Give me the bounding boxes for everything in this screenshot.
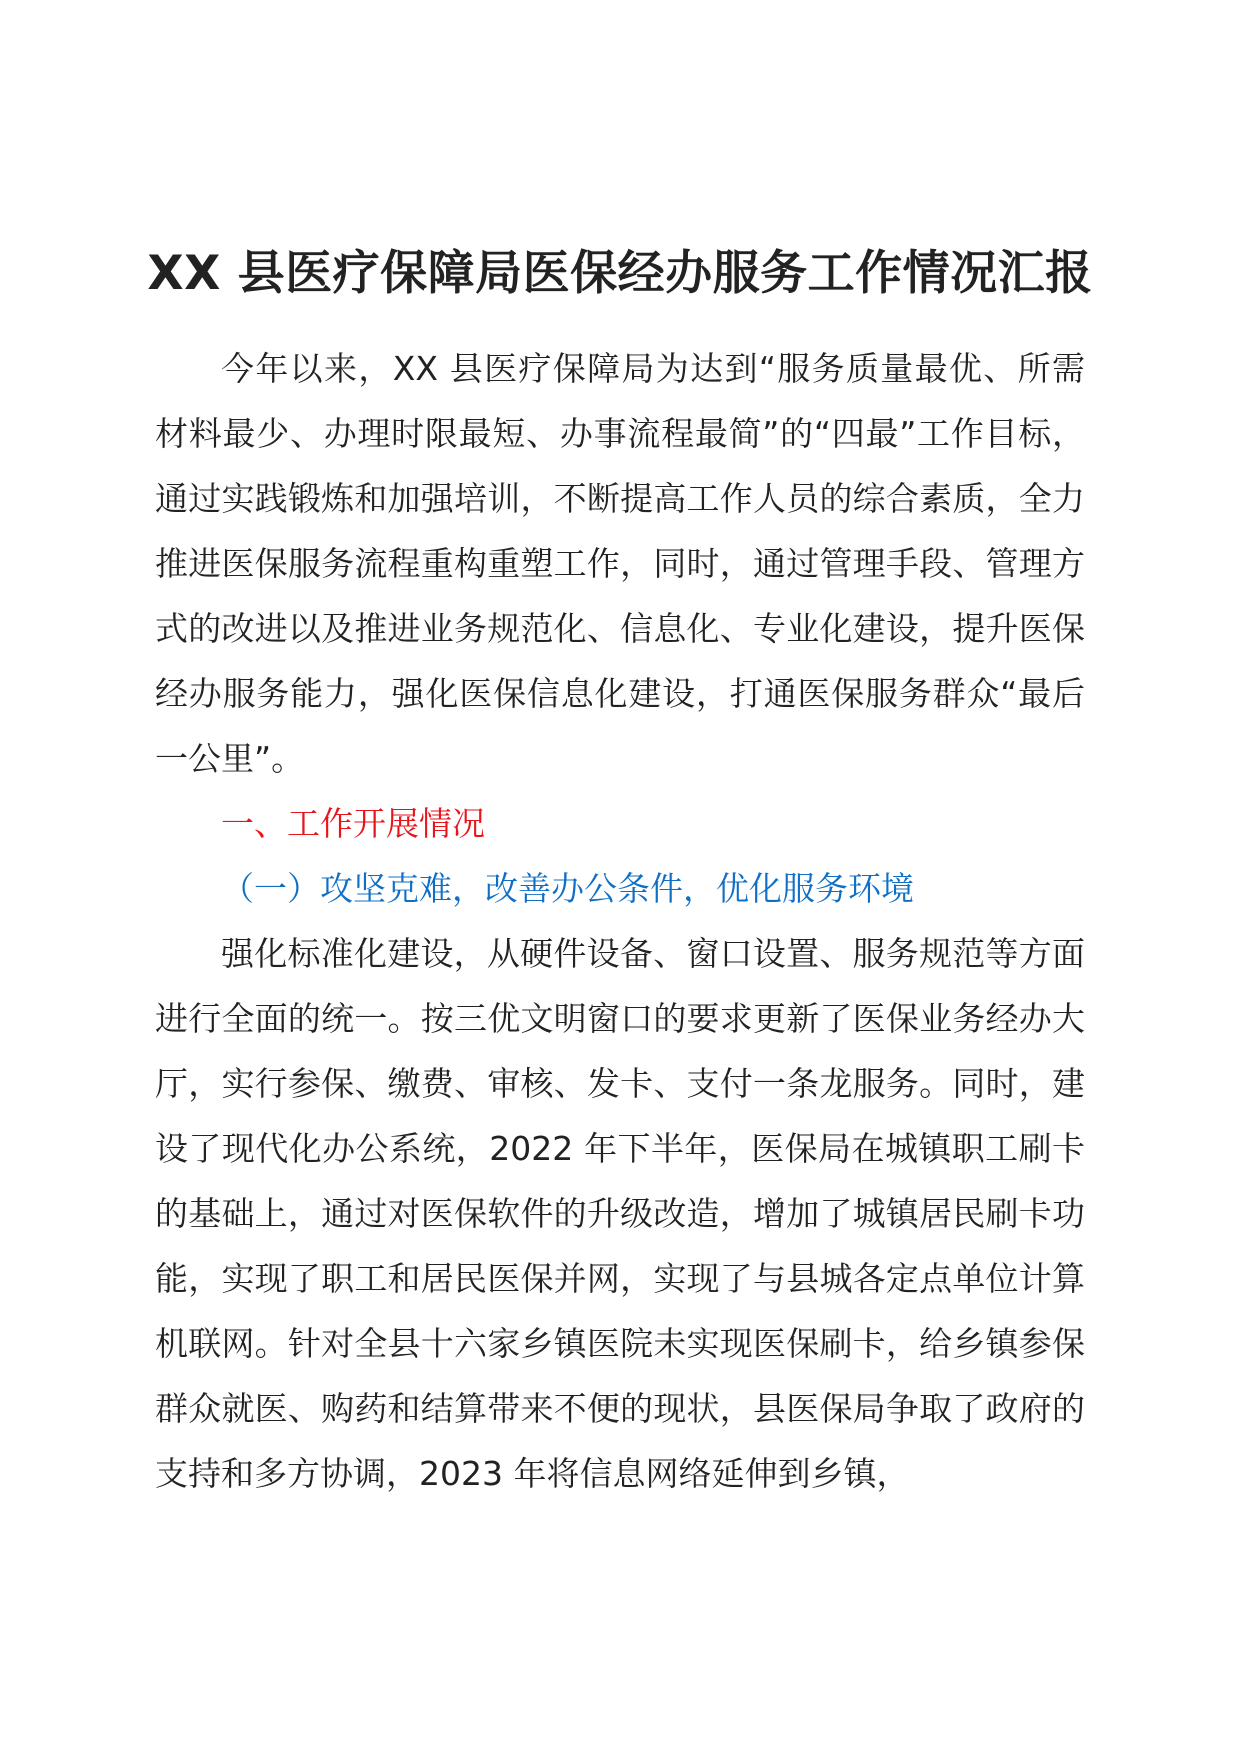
subsection-heading: （一）攻坚克难，改善办公条件，优化服务环境	[221, 869, 914, 908]
body-paragraph: 强化标准化建设，从硬件设备、窗口设置、服务规范等方面进行全面的统一。按三优文明窗口的要求更新了医保业务经办大厅，实行参保、缴费、审核、发卡、支付一条龙服务。同时，建设了现代化办公系统，2022 年下半年，医保局在城镇职工刷卡的基础上，通过对医保软件的升级改造，增加了城镇居民刷卡功能，实现了职工和居民医保并网，实现了与县城各定点单位计算机联网。针对全县十六家乡镇医院未实现医保刷卡，给乡镇参保群众就医、购药和结算带来不便的现状，县医保局争取了政府的支持和多方协调，2023 年将信息网络延伸到乡镇，	[155, 934, 1085, 1493]
intro-paragraph: 今年以来，XX 县医疗保障局为达到“服务质量最优、所需材料最少、办理时限最短、办事流程最简”的“四最”工作目标，通过实践锻炼和加强培训，不断提高工作人员的综合素质，全力推进医保服务流程重构重塑工作，同时，通过管理手段、管理方式的改进以及推进业务规范化、信息化、专业化建设，提升医保经办服务能力，强化医保信息化建设，打通医保服务群众“最后一公里”。	[155, 349, 1085, 778]
document-title: XX 县医疗保障局医保经办服务工作情况汇报	[147, 246, 1093, 301]
section-heading: 一、工作开展情况	[221, 804, 485, 843]
document-body	[155, 336, 1085, 1506]
